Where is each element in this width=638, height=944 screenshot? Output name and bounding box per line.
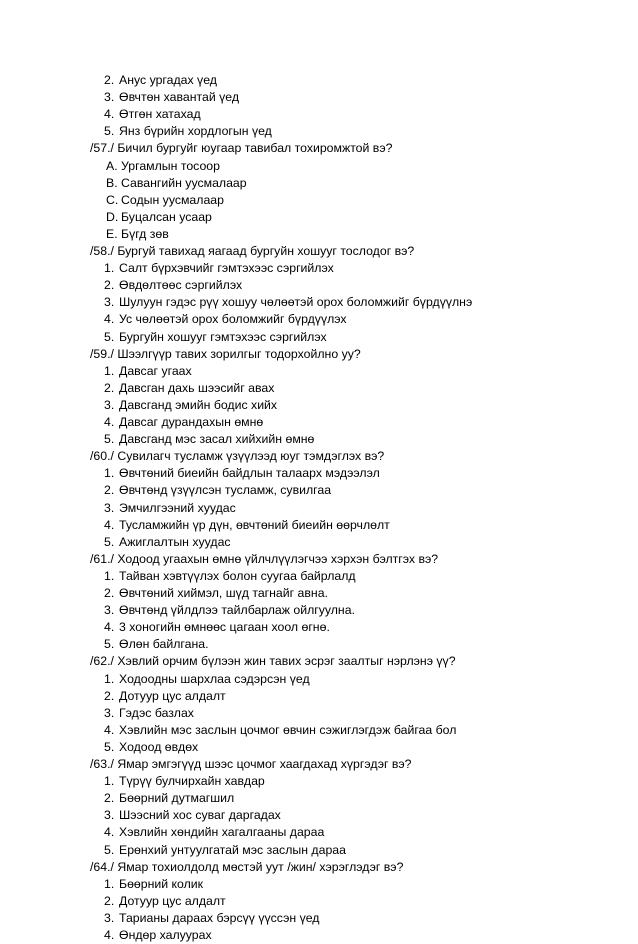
option-marker: 1. [104,671,115,686]
option-marker: 4. [104,928,115,942]
option-marker: 2. [104,688,115,703]
option-marker: E. [106,226,118,241]
option-marker: 4. [104,415,115,429]
question-text: /62./ Хэвлий орчим бүлээн жин тавих эсрэг заалтыг нэрлэнэ үү? [90,654,456,669]
option-marker: A. [106,158,118,173]
option-marker: B. [106,175,118,190]
option-text: Түрүү булчирхайн хавдар [119,774,265,789]
answer-option [104,773,265,790]
option-text: Бөөрний дутмагшил [119,791,235,806]
answer-option [104,431,314,448]
option-marker: 3. [104,295,115,310]
option-marker: 2. [104,586,115,600]
option-marker: 5. [104,124,115,139]
option-text: Буцалсан усаар [121,209,212,224]
question-text: /63./ Ямар эмгэгүүд шээс цочмог хаагдахад хүргэдэг вэ? [90,757,412,771]
answer-option [104,329,327,346]
answer-option [104,842,346,859]
answer-option [104,311,347,328]
option-text: Өтгөн хатахад [119,107,201,122]
answer-option [104,722,456,739]
option-text: Ажиглалтын хуудас [119,534,231,549]
option-marker: 5. [104,329,115,344]
option-text: Тусламжийн үр дүн, өвчтөний биеийн өөрчлөлт [119,517,390,532]
option-marker: C. [106,192,119,207]
option-text: Бургуйн хошууг гэмтэхээс сэргийлэх [119,329,327,344]
option-text: Өвчтөний биеийн байдлын талаарх мэдээлэл [119,466,380,481]
option-text: Дотуур цус алдалт [119,688,226,703]
option-marker: 3. [104,808,115,823]
option-text: Өвчтөнд үзүүлсэн тусламж, сувилгаа [119,483,332,498]
answer-option [104,123,272,140]
option-marker: 3. [104,500,115,515]
option-text: Янз бүрийн хордлогын үед [119,124,272,139]
answer-option [104,927,212,944]
answer-option [104,910,319,927]
answer-option [104,893,226,910]
option-text: Бүгд зөв [121,226,169,241]
option-text: 3 хоногийн өмнөөс цагаан хоол өгнө. [119,620,330,635]
answer-option [104,294,472,311]
answer-option [104,585,328,602]
answer-option [106,158,220,175]
option-text: Хэвлийн хөндийн хагалгааны дараа [119,825,325,840]
option-text: Давсганд эмийн бодис хийх [119,397,278,412]
option-marker: 3. [104,90,115,105]
question-text: /61./ Ходоод угаахын өмнө үйлчлүүлэгчээ хэрхэн бэлтгэх вэ? [90,551,439,566]
option-text: Хэвлийн мэс заслын цочмог өвчин сэжиглэгдэж байгаа бол [119,722,457,737]
answer-option [104,72,217,89]
option-text: Давсаг угаах [119,363,192,378]
option-marker: 3. [104,397,115,412]
option-marker: 2. [104,278,115,293]
option-text: Давсаг дурандахын өмнө [119,415,264,429]
answer-option [104,876,203,893]
answer-option [104,106,201,123]
option-text: Ходоод өвдөх [119,739,199,754]
option-text: Гэдэс базлах [119,705,194,720]
answer-option [104,602,355,619]
option-text: Давсган дахь шээсийг авах [119,380,275,395]
question-text: /57./ Бичил бургуйг юугаар тавибал тохиромжтой вэ? [90,141,393,156]
option-marker: 1. [104,774,115,789]
answer-option [104,277,242,294]
option-marker: 5. [104,842,115,857]
question-text: /60./ Сувилагч тусламж үзүүлээд юуг тэмдэглэх вэ? [90,449,385,464]
option-text: Тайван хэвтүүлэх болон суугаа байрлалд [119,568,356,583]
option-marker: 4. [104,107,115,122]
option-marker: 5. [104,432,115,447]
option-text: Ус чөлөөтэй орох боломжийг бүрдүүлэх [119,312,347,327]
option-text: Ургамлын тосоор [121,158,220,173]
option-marker: 4. [104,517,115,532]
answer-option [104,688,226,705]
answer-option [104,619,330,636]
option-text: Анус ургадах үед [119,73,217,87]
answer-option [106,209,212,226]
answer-option [104,568,356,585]
answer-option [104,482,331,499]
option-text: Тарианы дараах бэрсүү үүссэн үед [119,910,320,925]
answer-option [104,397,277,414]
answer-option [104,380,274,397]
answer-option [104,807,281,824]
option-text: Бөөрний колик [119,876,204,891]
option-text: Дотуур цус алдалт [119,893,226,908]
option-marker: 2. [104,483,115,498]
option-marker: 4. [104,722,115,737]
answer-option [104,739,198,756]
option-marker: 3. [104,910,115,925]
option-marker: 1. [104,466,115,481]
answer-option [106,175,247,192]
answer-option [104,260,334,277]
answer-option [104,824,324,841]
option-marker: 5. [104,739,115,754]
option-text: Содын уусмалаар [121,192,224,207]
answer-option [104,790,234,807]
question-text: /58./ Бургуй тавихад яагаад бургуйн хошууг тослодог вэ? [90,244,415,258]
option-text: Давсганд мэс засал хийхийн өмнө [119,432,315,447]
option-marker: 4. [104,312,115,327]
option-text: Шээсний хос суваг даргадах [119,808,281,823]
answer-option [104,414,263,431]
question-text: /64./ Ямар тохиолдолд мөстэй уут /жин/ хэрэглэдэг вэ? [90,859,404,874]
option-marker: 1. [104,261,115,276]
option-marker: 3. [104,603,115,618]
option-text: Салт бүрхэвчийг гэмтэхээс сэргийлэх [119,261,334,276]
option-text: Ерөнхий унтуулгатай мэс заслын дараа [119,842,346,857]
answer-option [104,363,192,380]
answer-option [106,226,169,243]
option-text: Ходоодны шархлаа сэдэрсэн үед [119,671,310,686]
option-text: Өвчтөн хавантай үед [119,90,240,105]
answer-option [104,517,390,534]
option-text: Шулуун гэдэс рүү хошуу чөлөөтэй орох боломжийг бүрдүүлнэ [119,295,473,310]
option-marker: 5. [104,637,115,652]
option-marker: 4. [104,620,115,635]
answer-option [104,636,209,653]
answer-option [104,465,380,482]
answer-option [104,500,236,517]
option-text: Өлөн байлгана. [119,637,209,652]
option-text: Эмчилгээний хуудас [119,500,236,515]
option-marker: 2. [104,791,115,806]
answer-option [104,89,239,106]
answer-option [104,534,231,551]
question-text: /59./ Шээлгүүр тавих зорилгыг тодорхойлно уу? [90,346,361,361]
option-marker: 3. [104,705,115,720]
option-marker: 5. [104,534,115,549]
option-text: Өвчтөний хиймэл, шүд тагнайг авна. [119,586,328,600]
answer-option [106,192,224,209]
option-marker: D. [106,209,119,224]
option-marker: 1. [104,363,115,378]
option-marker: 4. [104,825,115,840]
option-marker: 1. [104,568,115,583]
answer-option [104,705,194,722]
option-text: Өвчтөнд үйлдлээ тайлбарлаж ойлгуулна. [119,603,355,618]
option-text: Савангийн уусмалаар [121,175,247,190]
option-marker: 1. [104,876,115,891]
answer-option [104,671,310,688]
option-text: Өндөр халуурах [119,928,212,942]
option-marker: 2. [104,893,115,908]
option-text: Өвдөлтөөс сэргийлэх [119,278,243,293]
option-marker: 2. [104,73,115,87]
option-marker: 2. [104,380,115,395]
